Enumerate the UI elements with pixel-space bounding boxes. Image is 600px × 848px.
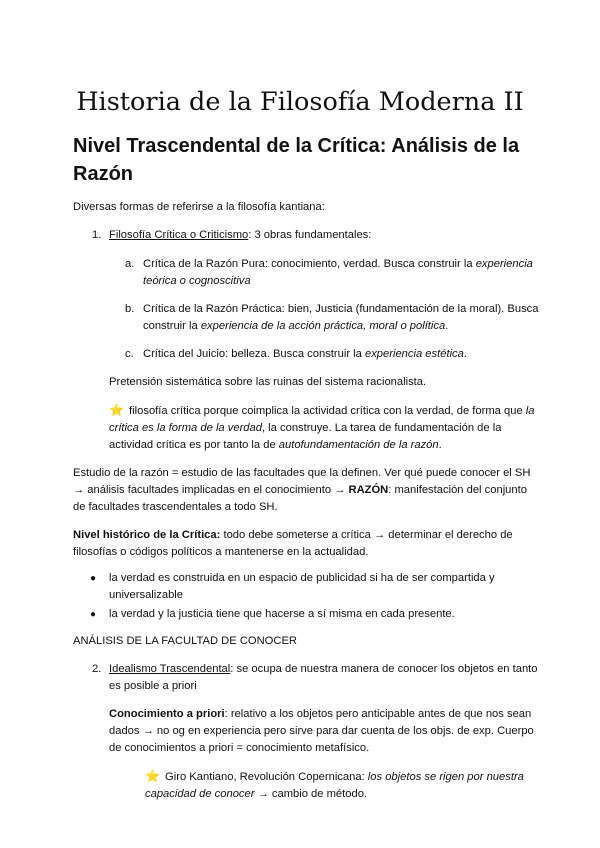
item-number: 2. xyxy=(92,663,102,675)
star-icon: ⭐ xyxy=(145,769,160,783)
bullet-text: la verdad es construida en un espacio de publicidad si ha de ser compartida y universalizable xyxy=(109,572,495,601)
bullet-item xyxy=(90,570,540,604)
sub-item-marker: c. xyxy=(125,348,134,360)
numbered-item-1 xyxy=(73,227,540,244)
bullet-icon: ● xyxy=(90,609,97,620)
section-heading: Nivel Trascendental de la Crítica: Análisis de la Razón xyxy=(73,135,520,185)
item-number: 1. xyxy=(92,229,102,241)
sub-item-italic: experiencia teórica o cognoscitiva xyxy=(143,258,533,287)
sub-item-b xyxy=(125,301,540,335)
pretension-paragraph: Pretensión sistemática sobre las ruinas del sistema racionalista. xyxy=(109,376,427,388)
bullet-list xyxy=(73,570,540,623)
bullet-item xyxy=(90,606,540,623)
text-run: Giro Kantiano, Revolución Copernicana: xyxy=(161,771,368,783)
intro-paragraph: Diversas formas de referirse a la filosofía kantiana: xyxy=(73,201,325,213)
sub-list xyxy=(73,256,540,363)
item-text: : se ocupa de nuestra manera de conocer los objetos en tanto es posible a priori xyxy=(109,663,538,692)
bold-run: Nivel histórico de la Crítica: xyxy=(73,529,221,541)
sub-item-marker: b. xyxy=(125,303,135,315)
document-body xyxy=(73,199,540,803)
item-term: Filosofía Crítica o Criticismo xyxy=(109,229,249,241)
sub-item-italic: experiencia de la acción práctica, moral o política xyxy=(200,320,446,332)
sub-item-marker: a. xyxy=(125,258,135,270)
italic-run: los objetos se rigen por nuestra capacidad de conocer xyxy=(145,771,524,800)
analisis-heading: ANÁLISIS DE LA FACULTAD DE CONOCER xyxy=(73,635,298,647)
italic-run: la crítica es la forma de la verdad xyxy=(109,405,535,434)
text-run: Estudio de la razón = estudio de las facultades que la definen. Ver qué puede conocer el SH → análisis facultades implicadas en el conocimiento → xyxy=(73,467,531,496)
conocimiento-paragraph xyxy=(73,706,540,757)
sub-item-text: Crítica del Juicio: belleza. Busca construir la xyxy=(143,348,365,360)
text-run: filosofía crítica porque coimplica la actividad crítica con la verdad, de forma que xyxy=(125,405,526,417)
text-run: . xyxy=(438,439,442,451)
text-run: : relativo a los objetos pero anticipable antes de que nos sean dados → no og en experiencia pero sirve para dar cuenta de los objs. de exp. Cuerpo de conocimientos a priori = conocimiento metafísico. xyxy=(109,708,534,754)
star-paragraph xyxy=(73,402,540,454)
text-run: → cambio de método. xyxy=(254,788,368,800)
document-title: Historia de la Filosofía Moderna II xyxy=(76,87,524,117)
sub-item-text: Crítica de la Razón Práctica: bien, Justicia (fundamentación de la moral). Busca construir la xyxy=(143,303,539,332)
text-run: : manifestación del conjunto de facultades trascendentales a todo SH. xyxy=(73,484,527,513)
estudio-paragraph xyxy=(73,465,540,516)
bold-run: Conocimiento a priori xyxy=(109,708,225,720)
sub-item-text: Crítica de la Razón Pura: conocimiento, verdad. Busca construir la xyxy=(143,258,476,270)
numbered-item-2 xyxy=(73,661,540,695)
sub-item-after: . xyxy=(445,320,449,332)
bullet-text: la verdad y la justicia tiene que hacerse a sí misma en cada presente. xyxy=(109,608,455,620)
sub-item-italic: experiencia estética xyxy=(364,348,464,360)
item-term: Idealismo Trascendental xyxy=(109,663,231,675)
star-icon: ⭐ xyxy=(109,403,124,417)
bullet-icon: ● xyxy=(90,573,97,584)
text-run: todo debe someterse a crítica → determinar el derecho de filosofías o códigos políticos a mantenerse en la actualidad. xyxy=(73,529,513,558)
text-run: , la construye. La tarea de fundamentación de la actividad crítica es por tanto la de xyxy=(109,422,502,451)
giro-paragraph xyxy=(73,768,540,803)
sub-item-a xyxy=(125,256,540,290)
bold-run: RAZÓN xyxy=(348,484,389,496)
item-text: : 3 obras fundamentales: xyxy=(248,229,372,241)
sub-item-c xyxy=(125,346,540,363)
sub-item-after: . xyxy=(463,348,467,360)
nivel-paragraph xyxy=(73,527,540,561)
italic-run: autofundamentación de la razón xyxy=(278,439,439,451)
